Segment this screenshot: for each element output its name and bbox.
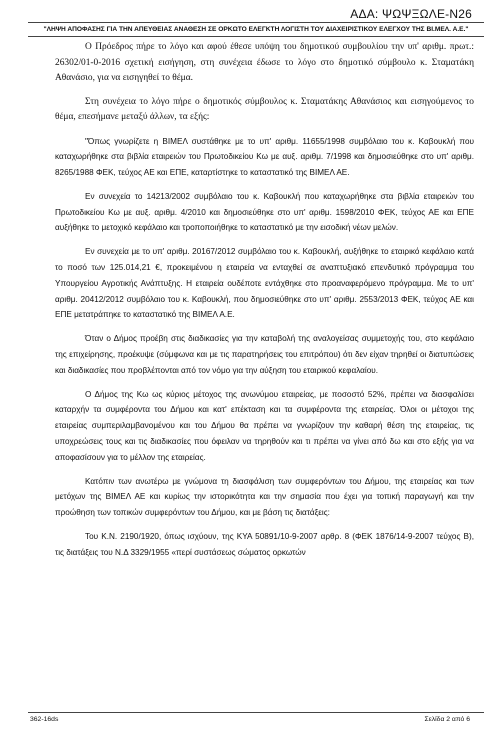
paragraph-vimel-founding: "Όπως γνωρίζετε η ΒΙΜΕΛ συστάθηκε με το υπ' αριθμ. 11655/1998 συμβόλαιο του κ. Καβουκλή που καταχωρήθηκε στα βιβλία εταιρειών του Πρωτοδικείου Κω με αυξ. αριθμ. 7/1998 και δημοσιεύθηκε στο υπ' αριθμ. 8265/1988 ΦΕΚ, τεύχος ΑΕ και ΕΠΕ, καταρτίστηκε το καταστατικό της ΒΙΜΕΛ ΑΕ. (55, 136, 474, 178)
page-footer (28, 712, 484, 727)
paragraph-president: Ο Πρόεδρος πήρε το λόγο και αφού έθεσε υπόψη του δημοτικού συμβουλίου την υπ' αριθμ. πρωτ.: 26302/01-0-2016 σχετική εισήγηση, στη συνέχεια έδωσε το λόγο στο δημοτικό σύμβουλο κ. Σταματάκη Αθανάσιο, για να εισηγηθεί το θέμα. (55, 42, 474, 83)
paragraph-legal-basis: Του Κ.Ν. 2190/1920, όπως ισχύουν, της ΚΥΑ 50891/10-9-2007 αρθρ. 8 (ΦΕΚ 1876/14-9-2007 τεύχος Β), τις διατάξεις του Ν.Δ 3329/1955 «περί συστάσεως σώματος ορκωτών (55, 532, 474, 557)
decision-title-header: "ΛΗΨΗ ΑΠΟΦΑΣΗΣ ΓΙΑ ΤΗΝ ΑΠΕΥΘΕΙΑΣ ΑΝΑΘΕΣΗ ΣΕ ΟΡΚΩΤΟ ΕΛΕΓΚΤΗ ΛΟΓΙΣΤΗ ΤΟΥ ΔΙΑΧΕΙΡΙΣΤΙΚΟΥ ΕΛΕΓΧΟΥ ΤΗΣ ΒΙ.ΜΕΛ. Α.Ε." (28, 22, 484, 37)
document-code: 362-16ds (30, 716, 59, 723)
ada-code: ΑΔΑ: ΨΩΨΞΩΛΕ-Ν26 (350, 7, 472, 21)
paragraph-procedures: Όταν ο Δήμος προέβη στις διαδικασίες για την καταβολή της αναλογείσας συμμετοχής του, στο κεφάλαιο της επιχείρησης, προέκυψε (σύμφωνα και με τις παρατηρήσεις του επιτρόπου) ότι δεν είχαν τηρηθεί οι διατυπώσεις και διαδικασίες που προβλέπονται από τον νόμο για την αύξηση του εταιρικού κεφαλαίου. (55, 334, 474, 375)
paragraph-capital-2012: Εν συνεχεία με το υπ' αριθμ. 20167/2012 συμβόλαιο του κ. Καβουκλή, αυξήθηκε το εταιρικό κεφάλαιο κατά το ποσό των 125.014,21 €, προκειμένου η εταιρεία να ενταχθεί σε αναπτυξιακό επενδυτικό πρόγραμμα του Υπουργείου Αγροτικής Ανάπτυξης. Η εταιρεία ουδέποτε εντάχθηκε στο προαναφερόμενο πρόγραμμα. Με το υπ' αριθμ. 20412/2012 συμβόλαιο του κ. Καβουκλή, που δημοσιεύθηκε στο υπ' αριθμ. 2553/2013 ΦΕΚ, τεύχος ΑΕ και ΕΠΕ μετατράπηκε το καταστατικό της ΒΙΜΕΛ Α.Ε. (55, 247, 474, 320)
paragraph-rapporteur: Στη συνέχεια το λόγο πήρε ο δημοτικός σύμβουλος κ. Σταματάκης Αθανάσιος και εισηγούμενος το θέμα, επεσήμανε μεταξύ άλλων, τα εξής: (55, 96, 474, 122)
paragraph-municipality-share: Ο Δήμος της Κω ως κύριος μέτοχος της ανωνύμου εταιρείας, με ποσοστό 52%, πρέπει να διασφαλίσει καταρχήν τα συμφέροντα του Δήμου και κατ' επέκταση και τα συμφέροντα της εταιρείας. Όλοι οι μέτοχοι της εταιρείας συμπεριλαμβανομένου και του Δήμου θα πρέπει να γνωρίζουν την καθαρή θέση της εταιρείας, τις υποχρεώσεις τους και τις διαδικασίες που όφειλαν να τηρηθούν και τι πρέπει να γίνει από δω και στο εξής για να αποφασίσουν για το μέλλον της εταιρείας. (55, 389, 474, 462)
paragraph-safeguard: Κατόπιν των ανωτέρω με γνώμονα τη διασφάλιση των συμφερόντων του Δήμου, της εταιρείας και των μετόχων της ΒΙΜΕΛ ΑΕ και κυρίως την ιστορικότητα και την σημασία που έχει για τοπική παραγωγή και την προώθηση των τοπικών συμφερόντων του Δήμου, και με βάση τις διατάξεις: (55, 476, 474, 518)
page-number: Σελίδα 2 από 6 (424, 716, 470, 723)
paragraph-capital-2002: Εν συνεχεία το 14213/2002 συμβόλαιο του κ. Καβουκλή που καταχωρήθηκε στα βιβλία εταιρειών του Πρωτοδικείου Κω με αυξ. αριθμ. 4/2010 και δημοσιεύθηκε στο υπ' αριθμ. 1598/2010 ΦΕΚ, τεύχος ΑΕ και ΕΠΕ αυξήθηκε το μετοχικό κεφάλαιο και τροποποιήθηκε το καταστατικό με την εισοδική νέων μελών. (55, 191, 474, 233)
document-body (55, 40, 474, 561)
